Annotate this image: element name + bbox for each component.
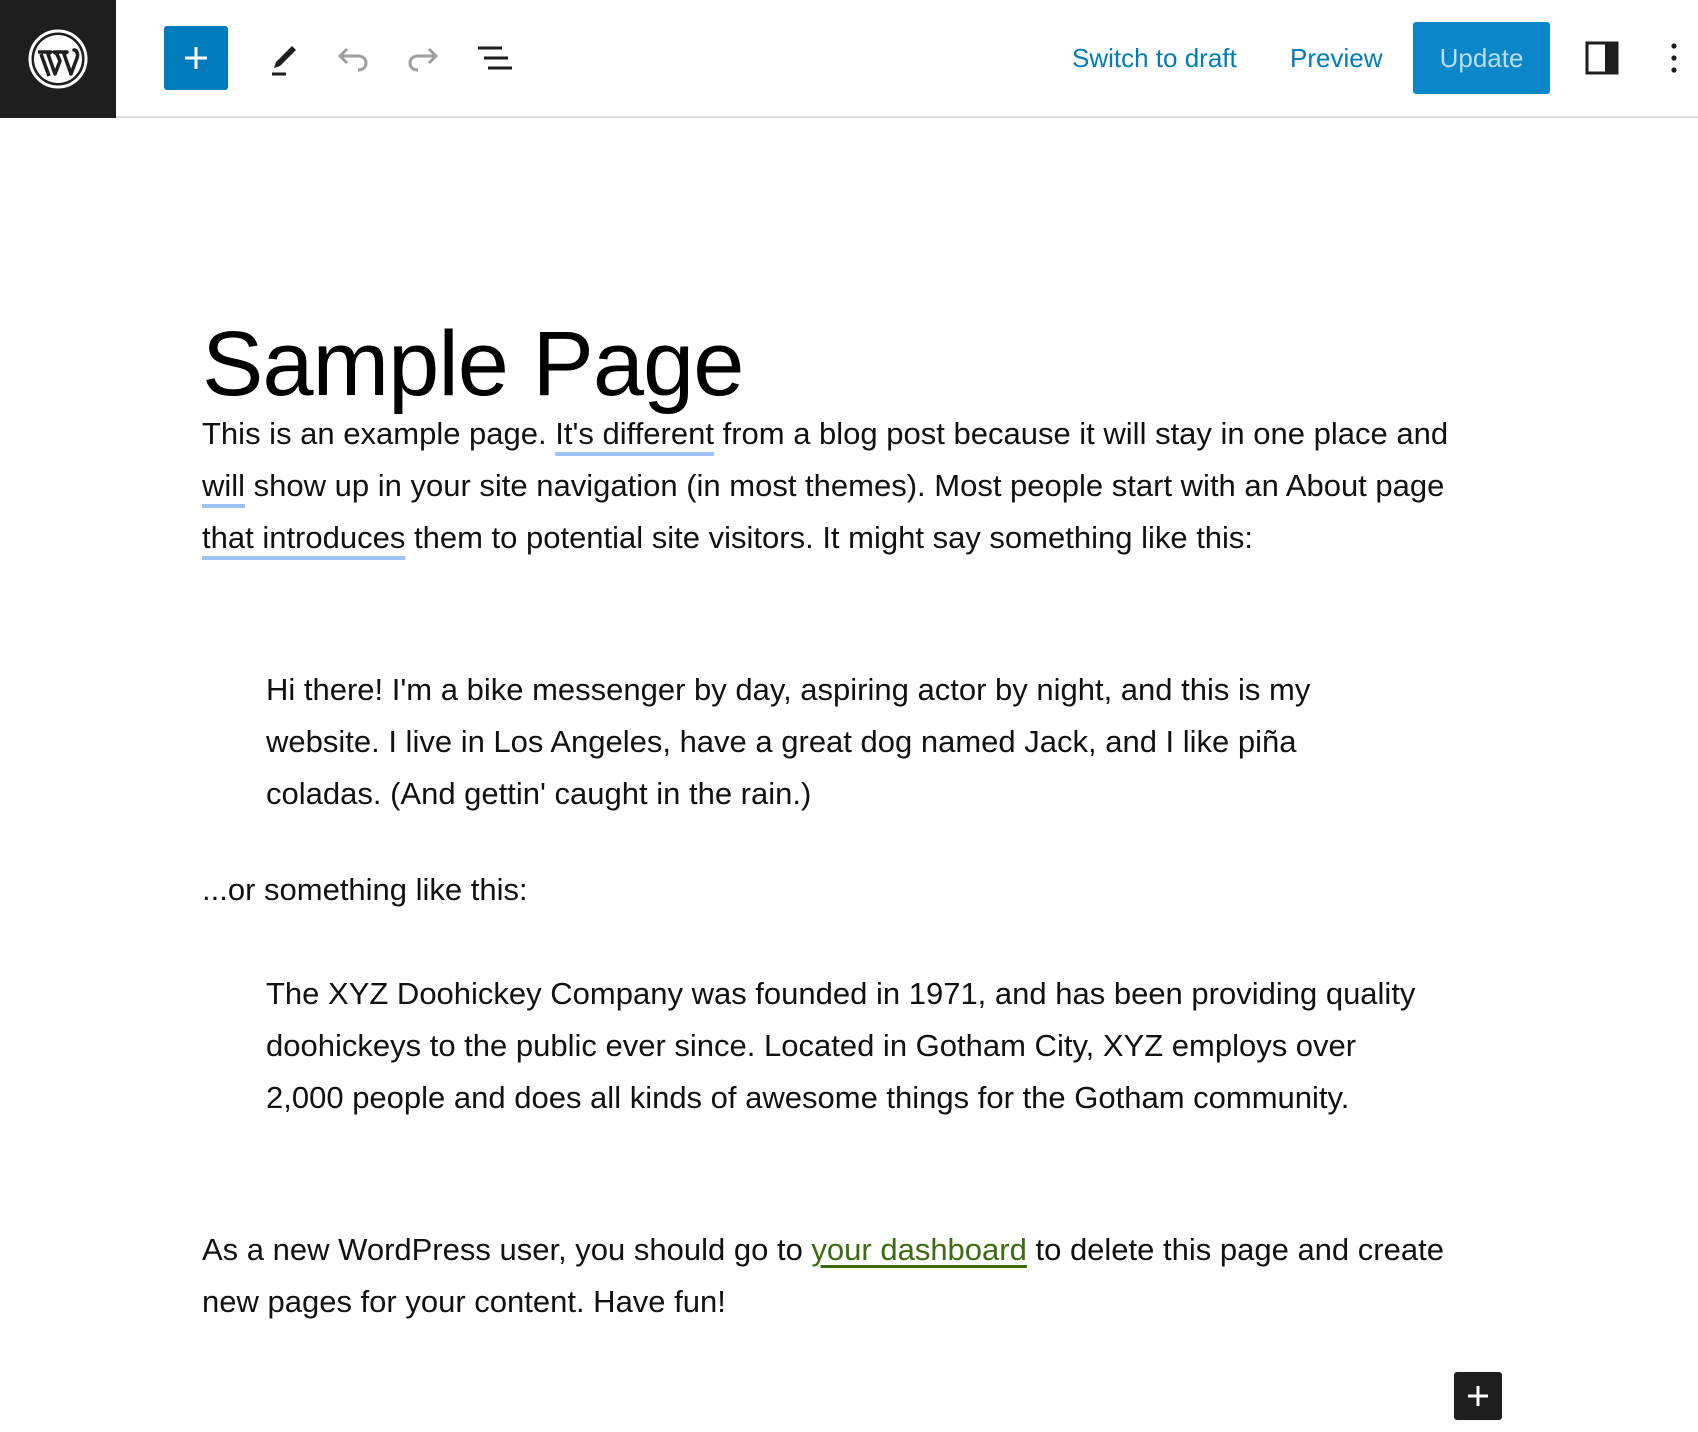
plus-icon <box>1465 1383 1491 1409</box>
redo-button[interactable] <box>392 26 456 90</box>
settings-sidebar-button[interactable] <box>1570 26 1634 90</box>
wordpress-logo-button[interactable] <box>0 0 116 118</box>
dashboard-link[interactable]: your dashboard <box>811 1232 1027 1267</box>
pencil-icon <box>264 38 304 78</box>
options-menu-button[interactable] <box>1650 26 1698 90</box>
edit-mode-button[interactable] <box>252 26 316 90</box>
list-view-icon <box>474 38 514 78</box>
paragraph-text: to delete this page and create new pages for your content. Have fun! <box>202 1232 1444 1319</box>
undo-button[interactable] <box>320 26 384 90</box>
spellcheck-phrase: It's different <box>555 416 714 451</box>
quote-block[interactable]: The XYZ Doohickey Company was founded in 1971, and has been providing quality doohickeys to the public ever since. Located in Gotham City, XYZ employs over 2,000 people and does all kinds of awesome things for the Gotham community. <box>266 976 1416 1115</box>
paragraph-block[interactable]: ...or something like this: <box>202 872 528 907</box>
sidebar-toggle-icon <box>1582 38 1622 78</box>
undo-icon <box>332 38 372 78</box>
spellcheck-phrase: that introduces <box>202 520 406 555</box>
block-inserter-button[interactable] <box>164 26 228 90</box>
editor-header <box>0 0 1698 118</box>
page-title[interactable]: Sample Page <box>202 312 744 415</box>
paragraph-block[interactable] <box>202 1224 1482 1328</box>
more-vertical-icon <box>1664 38 1684 78</box>
spellcheck-phrase: will <box>202 468 246 503</box>
add-block-button[interactable] <box>1454 1372 1502 1420</box>
quote-block[interactable]: Hi there! I'm a bike messenger by day, aspiring actor by night, and this is my website. I live in Los Angeles, have a great dog named Jack, and I like piña coladas. (And gettin' caught in the rain.) <box>266 672 1311 811</box>
paragraph-text: As a new WordPress user, you should go to <box>202 1232 812 1267</box>
switch-to-draft-button[interactable]: Switch to draft <box>1072 42 1237 73</box>
list-view-button[interactable] <box>462 26 526 90</box>
preview-button[interactable]: Preview <box>1290 42 1383 73</box>
paragraph-block[interactable] <box>202 408 1482 564</box>
paragraph-text: them to potential site visitors. It might say something like this: <box>405 520 1254 555</box>
paragraph-text: This is an example page. <box>202 416 556 451</box>
plus-icon <box>181 43 211 73</box>
wordpress-logo-icon <box>27 28 89 90</box>
update-button[interactable]: Update <box>1413 22 1550 94</box>
paragraph-text: show up in your site navigation (in most themes). Most people start with an About page <box>245 468 1445 503</box>
paragraph-text: from a blog post because it will stay in one place and <box>713 416 1449 451</box>
redo-icon <box>404 38 444 78</box>
